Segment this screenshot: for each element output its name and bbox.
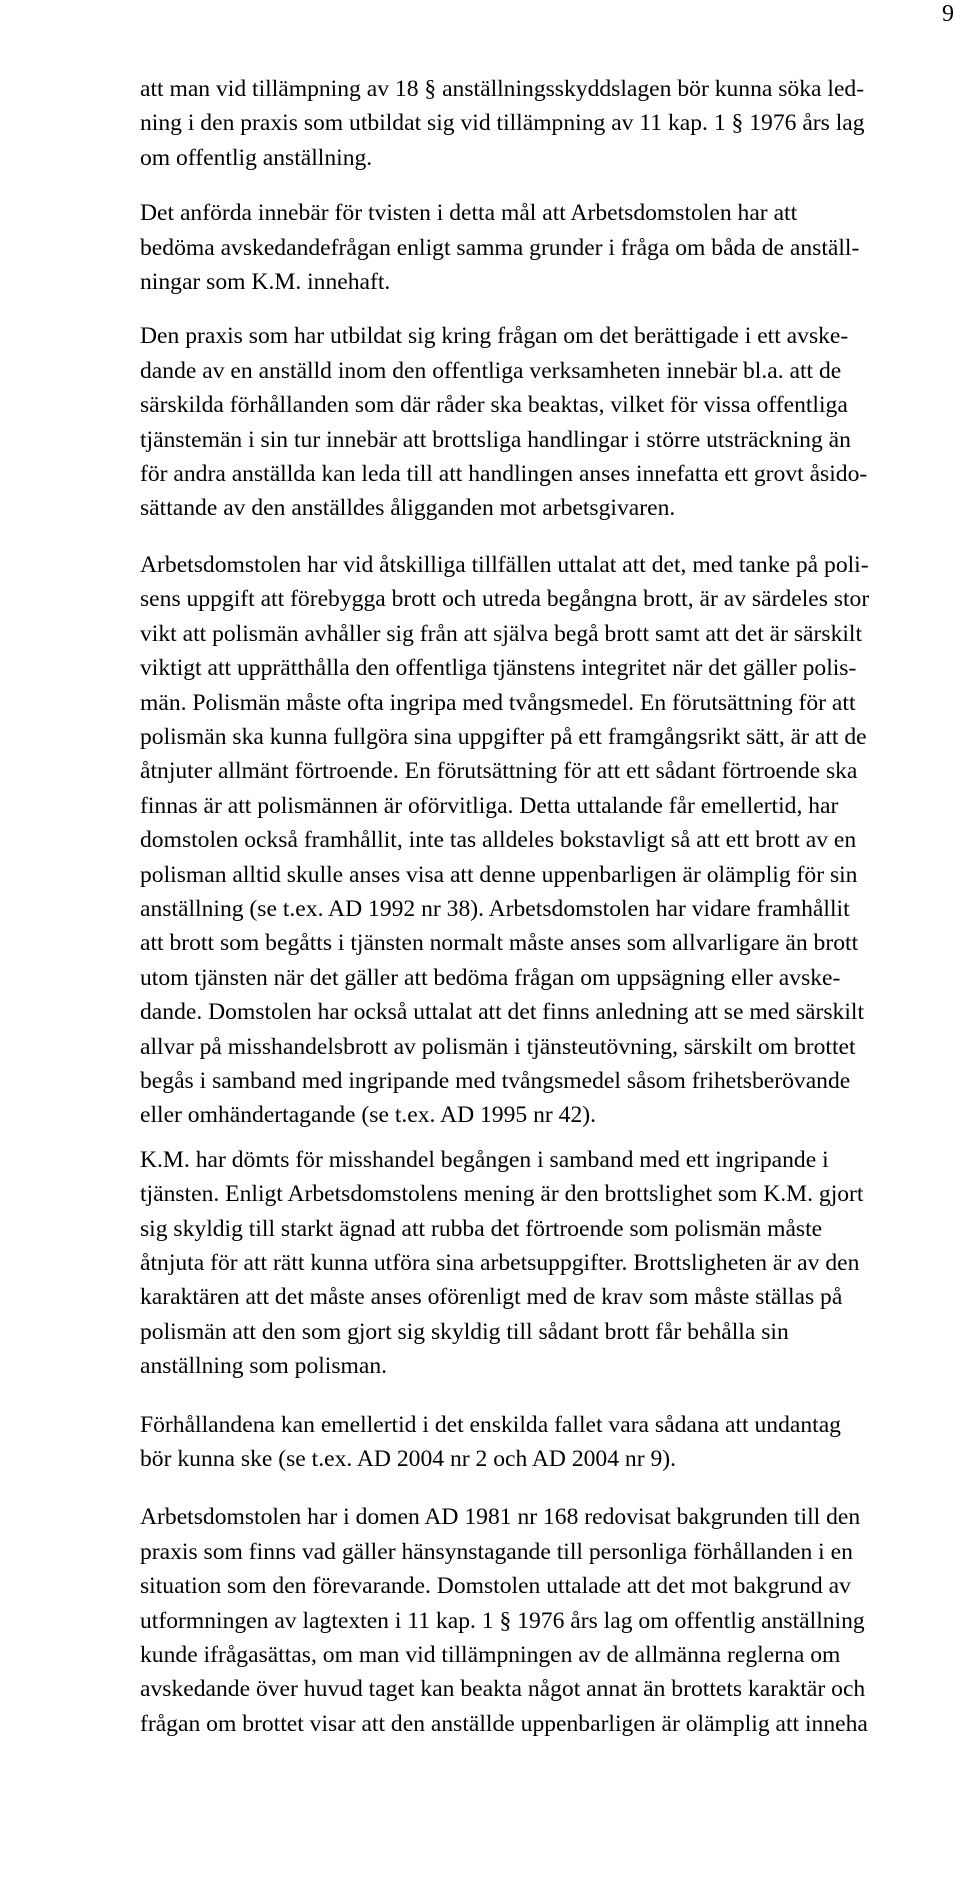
text-line: Den praxis som har utbildat sig kring frågan om det berättigade i ett avske- — [140, 323, 849, 350]
text-line: Förhållandena kan emellertid i det enskilda fallet vara sådana att undantag — [140, 1411, 841, 1438]
text-line: kunde ifrågasättas, om man vid tillämpningen av de allmänna reglerna om — [140, 1642, 841, 1669]
text-line: att man vid tillämpning av 18 § anställningsskyddslagen bör kunna söka led- — [140, 76, 865, 102]
text-line: karaktären att det måste anses oförenligt med de krav som måste ställas på — [140, 1284, 843, 1311]
paragraph-7 — [140, 1500, 946, 1741]
text-line: anställning (se t.ex. AD 1992 nr 38). Arbetsdomstolen har vidare framhållit — [140, 895, 850, 922]
text-line: situation som den förevarande. Domstolen uttalade att det mot bakgrund av — [140, 1573, 851, 1600]
paragraph-6 — [140, 1408, 946, 1477]
text-line: åtnjuter allmänt förtroende. En förutsättning för att ett sådant förtroende ska — [140, 758, 858, 785]
text-line: dande. Domstolen har också uttalat att det finns anledning att se med särskilt — [140, 999, 865, 1026]
text-line: särskilda förhållanden som där råder ska beaktas, vilket för vissa offentliga — [140, 392, 848, 419]
text-line: polismän ska kunna fullgöra sina uppgifter på ett framgångsrikt sätt, är att de — [140, 723, 867, 750]
text-line: vikt att polismän avhåller sig från att själva begå brott samt att det är särskilt — [140, 620, 863, 647]
document-body — [140, 72, 946, 1741]
text-line: dande av en anställd inom den offentliga verksamheten innebär bl.a. att de — [140, 357, 842, 384]
text-line: tjänstemän i sin tur innebär att brottsliga handlingar i större utsträckning än — [140, 426, 851, 453]
text-line: polismän att den som gjort sig skyldig till sådant brott får behålla sin — [140, 1318, 789, 1345]
text-line: Arbetsdomstolen har i domen AD 1981 nr 168 redovisat bakgrunden till den — [140, 1504, 861, 1531]
paragraph-4 — [140, 548, 946, 1133]
text-line: bör kunna ske (se t.ex. AD 2004 nr 2 och AD 2004 nr 9). — [140, 1446, 677, 1473]
text-line: eller omhändertagande (se t.ex. AD 1995 nr 42). — [140, 1102, 596, 1129]
text-line: sens uppgift att förebygga brott och utreda begångna brott, är av särdeles stor — [140, 586, 870, 613]
page-number: 9 — [942, 1, 954, 27]
text-line: Arbetsdomstolen har vid åtskilliga tillfällen uttalat att det, med tanke på poli- — [140, 551, 869, 578]
text-line: att brott som begåtts i tjänsten normalt måste anses som allvarligare än brott — [140, 930, 859, 957]
text-line: om offentlig anställning. — [140, 144, 373, 171]
text-line: sig skyldig till starkt ägnad att rubba det förtroende som polismän måste — [140, 1215, 823, 1242]
text-line: män. Polismän måste ofta ingripa med tvångsmedel. En förutsättning för att — [140, 689, 856, 716]
text-line: viktigt att upprätthålla den offentliga tjänstens integritet när det gäller polis- — [140, 655, 857, 682]
text-line: praxis som finns vad gäller hänsynstagande till personliga förhållanden i en — [140, 1538, 853, 1565]
paragraph-3 — [140, 319, 946, 525]
text-line: ningar som K.M. innehaft. — [140, 269, 391, 296]
paragraph-2 — [140, 196, 946, 299]
text-line: tjänsten. Enligt Arbetsdomstolens mening är den brottslighet som K.M. gjort — [140, 1181, 864, 1208]
text-line: utformningen av lagtexten i 11 kap. 1 § 1976 års lag om offentlig anställning — [140, 1607, 865, 1634]
text-line: Det anförda innebär för tvisten i detta mål att Arbetsdomstolen har att — [140, 200, 798, 227]
text-line: för andra anställda kan leda till att handlingen anses innefatta ett grovt åsido- — [140, 461, 868, 488]
text-line: finnas är att polismännen är oförvitliga. Detta uttalande får emellertid, har — [140, 792, 839, 819]
text-line: allvar på misshandelsbrott av polismän i tjänsteutövning, särskilt om brottet — [140, 1033, 856, 1060]
text-line: begås i samband med ingripande med tvångsmedel såsom frihetsberövande — [140, 1067, 851, 1094]
text-line: K.M. har dömts för misshandel begången i samband med ett ingripande i — [140, 1146, 829, 1173]
text-line: avskedande över huvud taget kan beakta något annat än brottets karaktär och — [140, 1676, 866, 1703]
text-line: sättande av den anställdes åligganden mot arbetsgivaren. — [140, 495, 676, 522]
paragraph-1 — [140, 72, 946, 175]
text-line: frågan om brottet visar att den anställde uppenbarligen är olämplig att inneha — [140, 1710, 868, 1737]
text-line: utom tjänsten när det gäller att bedöma frågan om uppsägning eller avske- — [140, 964, 841, 991]
text-line: anställning som polisman. — [140, 1353, 388, 1380]
text-line: polisman alltid skulle anses visa att denne uppenbarligen är olämplig för sin — [140, 861, 858, 888]
text-line: ning i den praxis som utbildat sig vid tillämpning av 11 kap. 1 § 1976 års lag — [140, 110, 865, 137]
text-line: åtnjuta för att rätt kunna utföra sina arbetsuppgifter. Brottsligheten är av den — [140, 1250, 860, 1276]
text-line: domstolen också framhållit, inte tas alldeles bokstavligt så att ett brott av en — [140, 827, 857, 854]
text-line: bedöma avskedandefrågan enligt samma grunder i fråga om båda de anställ- — [140, 234, 860, 261]
paragraph-5 — [140, 1143, 946, 1384]
